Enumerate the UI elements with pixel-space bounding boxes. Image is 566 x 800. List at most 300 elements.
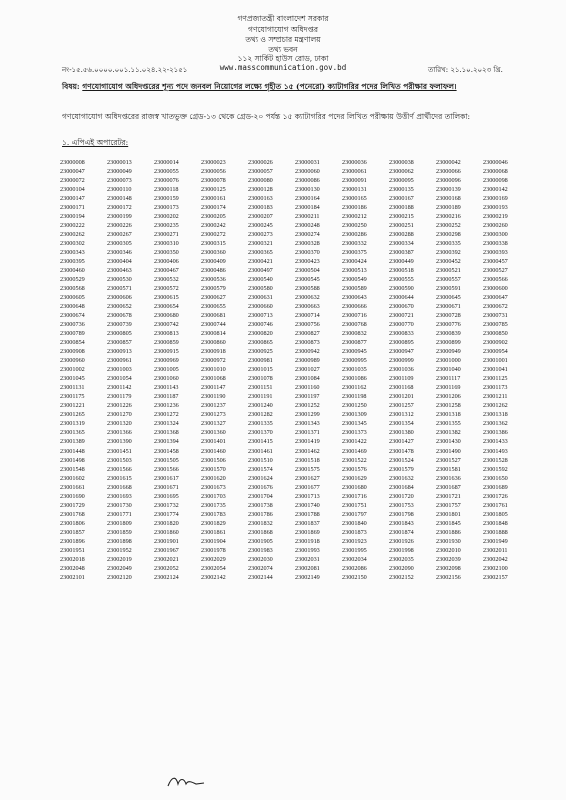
roll-number-cell: 23001084 xyxy=(295,375,320,383)
roll-number-cell: 23000148 xyxy=(107,195,132,203)
roll-number-cell: 23000135 xyxy=(389,186,414,194)
roll-number-cell: 23001060 xyxy=(154,375,179,383)
roll-number-cell: 23001898 xyxy=(107,537,132,545)
table-row xyxy=(60,239,530,248)
roll-number-cell: 23000042 xyxy=(436,159,461,166)
roll-number-cell: 23000540 xyxy=(248,276,273,284)
roll-number-cell: 23001318 xyxy=(436,411,461,419)
roll-number-cell: 23001668 xyxy=(107,483,132,491)
roll-number-cell: 23002018 xyxy=(60,555,85,563)
roll-number-cell: 23000681 xyxy=(201,312,226,320)
roll-number-cell: 23000216 xyxy=(436,213,461,221)
roll-number-cell: 23000125 xyxy=(201,186,226,194)
table-row xyxy=(60,374,530,383)
roll-number-cell: 23001430 xyxy=(436,438,461,446)
roll-number-cell: 23001703 xyxy=(201,492,226,500)
roll-number-cell: 23000062 xyxy=(389,168,414,176)
roll-number-cell: 23001671 xyxy=(154,483,179,491)
roll-number-cell: 23002074 xyxy=(248,564,273,572)
roll-number-cell: 23001505 xyxy=(154,456,179,464)
roll-number-cell: 23001265 xyxy=(60,411,85,419)
table-row xyxy=(60,555,530,564)
roll-number-cell: 23001433 xyxy=(483,438,508,446)
roll-number-cell: 23000056 xyxy=(201,168,226,176)
roll-number-cell: 23001732 xyxy=(154,501,179,509)
table-row xyxy=(60,537,530,546)
roll-number-cell: 23000060 xyxy=(295,168,320,176)
table-row xyxy=(60,230,530,239)
roll-number-cell: 23000949 xyxy=(436,348,461,356)
roll-number-cell: 23000529 xyxy=(60,276,85,284)
roll-number-cell: 23001518 xyxy=(295,456,320,464)
roll-number-cell: 23000591 xyxy=(436,285,461,293)
table-row xyxy=(60,501,530,510)
roll-number-cell: 23000580 xyxy=(248,285,273,293)
roll-number-cell: 23000321 xyxy=(248,240,273,248)
roll-number-cell: 23000365 xyxy=(248,249,273,257)
roll-number-cell: 23001704 xyxy=(248,492,273,500)
table-row xyxy=(60,447,530,456)
roll-number-cell: 23000288 xyxy=(389,231,414,239)
roll-number-cell: 23000999 xyxy=(389,357,414,365)
roll-number-cell: 23000860 xyxy=(201,339,226,347)
roll-number-cell: 23000286 xyxy=(342,231,367,239)
roll-number-cell: 23000251 xyxy=(389,222,414,230)
roll-number-cell: 23001874 xyxy=(389,528,414,536)
roll-number-cell: 23001868 xyxy=(248,528,273,536)
table-row xyxy=(60,329,530,338)
roll-number-cell: 23001169 xyxy=(436,384,461,392)
table-row xyxy=(60,528,530,537)
roll-number-cell: 23001735 xyxy=(201,501,226,509)
roll-number-cell: 23000504 xyxy=(295,267,320,275)
roll-number-cell: 23000449 xyxy=(389,258,414,266)
roll-number-cell: 23001861 xyxy=(201,528,226,536)
roll-number-cell: 23000335 xyxy=(436,240,461,248)
roll-number-cell: 23001768 xyxy=(60,510,85,518)
roll-number-cell: 23000588 xyxy=(295,285,320,293)
table-row xyxy=(60,410,530,419)
roll-number-cell: 23001373 xyxy=(342,429,367,437)
roll-number-cell: 23001236 xyxy=(154,402,179,410)
table-row xyxy=(60,320,530,329)
roll-number-cell: 23000205 xyxy=(201,213,226,221)
roll-number-cell: 23000245 xyxy=(248,222,273,230)
roll-number-cell: 23001602 xyxy=(60,474,85,482)
table-row xyxy=(60,546,530,555)
roll-number-cell: 23000219 xyxy=(483,213,508,221)
roll-number-cell: 23001528 xyxy=(483,456,508,464)
roll-number-cell: 23001680 xyxy=(342,483,367,491)
roll-number-cell: 23001786 xyxy=(248,510,273,518)
govt-name: গণপ্রজাতন্ত্রী বাংলাদেশ সরকার xyxy=(237,14,329,23)
roll-number-cell: 23001319 xyxy=(60,420,85,428)
roll-number-cell: 23000174 xyxy=(201,204,226,212)
roll-number-cell: 23002086 xyxy=(342,564,367,572)
roll-number-cell: 23001273 xyxy=(201,411,226,419)
roll-number-cell: 23000731 xyxy=(483,312,508,320)
roll-number-cell: 23001312 xyxy=(389,411,414,419)
roll-number-cell: 23001173 xyxy=(483,384,508,392)
roll-number-cell: 23001592 xyxy=(483,465,508,473)
roll-number-cell: 23000104 xyxy=(60,186,85,194)
table-row xyxy=(60,158,530,167)
roll-number-cell: 23000334 xyxy=(389,240,414,248)
roll-number-cell: 23001761 xyxy=(483,501,508,509)
roll-number-cell: 23000942 xyxy=(295,348,320,356)
roll-number-cell: 23001695 xyxy=(154,492,179,500)
roll-number-cell: 23000392 xyxy=(436,249,461,257)
roll-number-cell: 23001360 xyxy=(201,429,226,437)
roll-number-cell: 23001983 xyxy=(248,546,273,554)
roll-number-cell: 23001131 xyxy=(60,384,85,392)
roll-number-cell: 23001753 xyxy=(389,501,414,509)
roll-number-cell: 23001684 xyxy=(389,483,414,491)
roll-number-cell: 23000947 xyxy=(389,348,414,356)
roll-number-cell: 23002031 xyxy=(295,555,320,563)
roll-number-cell: 23001448 xyxy=(60,447,85,455)
roll-number-cell: 23000066 xyxy=(436,168,461,176)
roll-number-cell: 23000680 xyxy=(154,312,179,320)
roll-number-cell: 23001687 xyxy=(436,483,461,491)
roll-number-cell: 23001086 xyxy=(342,375,367,383)
roll-number-cell: 23001040 xyxy=(436,366,461,374)
roll-number-cell: 23000606 xyxy=(107,294,132,302)
roll-number-cell: 23000163 xyxy=(248,195,273,203)
roll-number-cell: 23002124 xyxy=(154,573,179,581)
roll-number-cell: 23000300 xyxy=(483,231,508,239)
roll-number-cell: 23000095 xyxy=(389,177,414,185)
table-row xyxy=(60,564,530,573)
roll-number-cell: 23002042 xyxy=(483,555,508,563)
roll-number-cell: 23000298 xyxy=(436,231,461,239)
roll-number-cell: 23001362 xyxy=(483,420,508,428)
roll-number-cell: 23000078 xyxy=(201,177,226,185)
roll-number-cell: 23000452 xyxy=(436,258,461,266)
roll-number-cell: 23000165 xyxy=(342,195,367,203)
roll-number-cell: 23000632 xyxy=(295,294,320,302)
roll-number-cell: 23000513 xyxy=(342,267,367,275)
roll-number-cell: 23001478 xyxy=(389,447,414,455)
roll-number-cell: 23000925 xyxy=(248,348,273,356)
roll-number-cell: 23000332 xyxy=(342,240,367,248)
roll-number-cell: 23001415 xyxy=(248,438,273,446)
roll-number-cell: 23000274 xyxy=(295,231,320,239)
roll-number-cell: 23000096 xyxy=(436,177,461,185)
roll-number-cell: 23000663 xyxy=(295,303,320,311)
roll-number-cell: 23001027 xyxy=(295,366,320,374)
department-name: গণযোগাযোগ অধিদপ্তর xyxy=(248,25,318,34)
roll-number-cell: 23000250 xyxy=(342,222,367,230)
roll-number-cell: 23001740 xyxy=(295,501,320,509)
roll-number-cell: 23001751 xyxy=(342,501,367,509)
roll-number-cell: 23001886 xyxy=(436,528,461,536)
roll-number-cell: 23000566 xyxy=(483,276,508,284)
roll-number-cell: 23001458 xyxy=(154,447,179,455)
table-row xyxy=(60,428,530,437)
table-row xyxy=(60,573,530,582)
roll-number-cell: 23000302 xyxy=(60,240,85,248)
roll-number-cell: 23000168 xyxy=(436,195,461,203)
roll-number-cell: 23000895 xyxy=(389,339,414,347)
roll-number-cell: 23001522 xyxy=(342,456,367,464)
roll-number-cell: 23000648 xyxy=(60,303,85,311)
roll-number-cell: 23000839 xyxy=(436,330,461,338)
roll-number-cell: 23001576 xyxy=(342,465,367,473)
table-row xyxy=(60,266,530,275)
roll-number-cell: 23001041 xyxy=(483,366,508,374)
roll-number-cell: 23001054 xyxy=(107,375,132,383)
roll-number-cell: 23000164 xyxy=(295,195,320,203)
roll-number-cell: 23001726 xyxy=(483,492,508,500)
roll-number-cell: 23000647 xyxy=(483,294,508,302)
roll-number-cell: 23000036 xyxy=(342,159,367,166)
roll-number-cell: 23001677 xyxy=(295,483,320,491)
roll-number-cell: 23001335 xyxy=(248,420,273,428)
roll-number-cell: 23001617 xyxy=(154,474,179,482)
roll-number-cell: 23001117 xyxy=(436,375,461,383)
roll-number-cell: 23000207 xyxy=(248,213,273,221)
roll-number-cell: 23000350 xyxy=(154,249,179,257)
roll-number-cell: 23001187 xyxy=(154,393,179,401)
roll-number-cell: 23000652 xyxy=(107,303,132,311)
table-row xyxy=(60,311,530,320)
roll-number-cell: 23001226 xyxy=(107,402,132,410)
roll-number-cell: 23000031 xyxy=(295,159,320,166)
roll-number-cell: 23000671 xyxy=(436,303,461,311)
roll-number-cell: 23000756 xyxy=(295,321,320,329)
roll-number-cell: 23000557 xyxy=(436,276,461,284)
roll-number-cell: 23000189 xyxy=(436,204,461,212)
table-row xyxy=(60,383,530,392)
roll-number-cell: 23000728 xyxy=(436,312,461,320)
table-row xyxy=(60,401,530,410)
roll-number-cell: 23000118 xyxy=(154,186,179,194)
roll-number-cell: 23001918 xyxy=(295,537,320,545)
roll-number-cell: 23001143 xyxy=(154,384,179,392)
roll-number-cell: 23000850 xyxy=(483,330,508,338)
roll-number-cell: 23001168 xyxy=(389,384,414,392)
building-name: তথ্য ভবন xyxy=(268,45,298,54)
roll-number-cell: 23001211 xyxy=(483,393,508,401)
roll-number-cell: 23001270 xyxy=(107,411,132,419)
section-title: ১. এপিএই অপারেটর: xyxy=(62,138,129,147)
table-row xyxy=(60,519,530,528)
roll-number-cell: 23000768 xyxy=(342,321,367,329)
table-row xyxy=(60,419,530,428)
roll-number-cell: 23000571 xyxy=(107,285,132,293)
roll-number-cell: 23001506 xyxy=(201,456,226,464)
roll-number-cell: 23000549 xyxy=(342,276,367,284)
roll-number-cell: 23002149 xyxy=(295,573,320,581)
roll-number-cell: 23001045 xyxy=(60,375,85,383)
roll-number-cell: 23001873 xyxy=(342,528,367,536)
roll-number-cell: 23000421 xyxy=(248,258,273,266)
table-row xyxy=(60,510,530,519)
roll-number-cell: 23001661 xyxy=(60,483,85,491)
roll-number-cell: 23001952 xyxy=(107,546,132,554)
roll-number-cell: 23000194 xyxy=(60,213,85,221)
roll-number-cell: 23000161 xyxy=(201,195,226,203)
roll-number-cell: 23001805 xyxy=(483,510,508,518)
table-row xyxy=(60,167,530,176)
roll-number-cell: 23000744 xyxy=(201,321,226,329)
roll-number-table xyxy=(60,158,530,582)
roll-number-cell: 23000457 xyxy=(483,258,508,266)
roll-number-cell: 23001382 xyxy=(436,429,461,437)
roll-number-cell: 23001197 xyxy=(295,393,320,401)
roll-number-cell: 23000211 xyxy=(295,213,320,221)
website-link[interactable]: www.masscommunication.gov.bd xyxy=(219,63,347,72)
roll-number-cell: 23000631 xyxy=(248,294,273,302)
table-row xyxy=(60,293,530,302)
roll-number-cell: 23002090 xyxy=(389,564,414,572)
roll-number-cell: 23000098 xyxy=(483,177,508,185)
roll-number-cell: 23001581 xyxy=(436,465,461,473)
roll-number-cell: 23002098 xyxy=(436,564,461,572)
roll-number-cell: 23000785 xyxy=(483,321,508,329)
roll-number-cell: 23001527 xyxy=(436,456,461,464)
roll-number-cell: 23000026 xyxy=(248,159,273,166)
roll-number-cell: 23001888 xyxy=(483,528,508,536)
roll-number-cell: 23001843 xyxy=(389,519,414,527)
roll-number-cell: 23000832 xyxy=(342,330,367,338)
roll-number-cell: 23002100 xyxy=(483,564,508,572)
roll-number-cell: 23001566 xyxy=(154,465,179,473)
roll-number-cell: 23001462 xyxy=(295,447,320,455)
roll-number-cell: 23000568 xyxy=(60,285,85,293)
roll-number-cell: 23001125 xyxy=(483,375,508,383)
roll-number-cell: 23000833 xyxy=(389,330,414,338)
roll-number-cell: 23000805 xyxy=(107,330,132,338)
roll-number-cell: 23001401 xyxy=(201,438,226,446)
roll-number-cell: 23002052 xyxy=(154,564,179,572)
roll-number-cell: 23001860 xyxy=(154,528,179,536)
roll-number-cell: 23000945 xyxy=(342,348,367,356)
table-row xyxy=(60,248,530,257)
roll-number-cell: 23002048 xyxy=(60,564,85,572)
table-row xyxy=(60,356,530,365)
roll-number-cell: 23000497 xyxy=(248,267,273,275)
roll-number-cell: 23001371 xyxy=(295,429,320,437)
roll-number-cell: 23000199 xyxy=(107,213,132,221)
roll-number-cell: 23001493 xyxy=(483,447,508,455)
roll-number-cell: 23000770 xyxy=(389,321,414,329)
roll-number-cell: 23001272 xyxy=(154,411,179,419)
roll-number-cell: 23001629 xyxy=(342,474,367,482)
roll-number-cell: 23001460 xyxy=(201,447,226,455)
roll-number-cell: 23000073 xyxy=(107,177,132,185)
roll-number-cell: 23000530 xyxy=(107,276,132,284)
roll-number-cell: 23000654 xyxy=(154,303,179,311)
roll-number-cell: 23000110 xyxy=(107,186,132,194)
table-row xyxy=(60,437,530,446)
roll-number-cell: 23001389 xyxy=(60,438,85,446)
table-row xyxy=(60,176,530,185)
roll-number-cell: 23000184 xyxy=(295,204,320,212)
table-row xyxy=(60,212,530,221)
roll-number-cell: 23000193 xyxy=(483,204,508,212)
roll-number-cell: 23000463 xyxy=(107,267,132,275)
roll-number-cell: 23001309 xyxy=(342,411,367,419)
roll-number-cell: 23000370 xyxy=(295,249,320,257)
table-row xyxy=(60,203,530,212)
roll-number-cell: 23001221 xyxy=(60,402,85,410)
roll-number-cell: 23000989 xyxy=(295,357,320,365)
roll-number-cell: 23002029 xyxy=(201,555,226,563)
signature-icon xyxy=(166,772,206,790)
roll-number-cell: 23000183 xyxy=(248,204,273,212)
roll-number-cell: 23002101 xyxy=(60,573,85,581)
address: ১১২ সার্কিট হাউস রোড, ঢাকা xyxy=(237,54,329,63)
roll-number-cell: 23000072 xyxy=(60,177,85,185)
roll-number-cell: 23000091 xyxy=(342,177,367,185)
roll-number-cell: 23000172 xyxy=(107,204,132,212)
roll-number-cell: 23000131 xyxy=(342,186,367,194)
roll-number-cell: 23001693 xyxy=(107,492,132,500)
roll-number-cell: 23000961 xyxy=(107,357,132,365)
roll-number-cell: 23001327 xyxy=(201,420,226,428)
subject-label: বিষয়: xyxy=(62,82,80,91)
roll-number-cell: 23001738 xyxy=(248,501,273,509)
roll-number-cell: 23000981 xyxy=(248,357,273,365)
roll-number-cell: 23000343 xyxy=(60,249,85,257)
roll-number-cell: 23000789 xyxy=(60,330,85,338)
roll-number-cell: 23001206 xyxy=(436,393,461,401)
roll-number-cell: 23000014 xyxy=(154,159,179,166)
roll-number-cell: 23000409 xyxy=(201,258,226,266)
roll-number-cell: 23001713 xyxy=(295,492,320,500)
roll-number-cell: 23001175 xyxy=(60,393,85,401)
roll-number-cell: 23001365 xyxy=(60,429,85,437)
roll-number-cell: 23001109 xyxy=(389,375,414,383)
roll-number-cell: 23000814 xyxy=(201,330,226,338)
roll-number-cell: 23000212 xyxy=(342,213,367,221)
roll-number-cell: 23001721 xyxy=(436,492,461,500)
roll-number-cell: 23000202 xyxy=(154,213,179,221)
roll-number-cell: 23000360 xyxy=(201,249,226,257)
roll-number-cell: 23000248 xyxy=(295,222,320,230)
roll-number-cell: 23001729 xyxy=(60,501,85,509)
roll-number-cell: 23001774 xyxy=(154,510,179,518)
roll-number-cell: 23000736 xyxy=(60,321,85,329)
roll-number-cell: 23001318 xyxy=(483,411,508,419)
roll-number-cell: 23000854 xyxy=(60,339,85,347)
intro-paragraph: গণযোগাযোগ অধিদপ্তরের রাজস্ব খাতভুক্ত গ্রেড-১৩ থেকে গ্রেড-২০ পর্যন্ত ১৫ ক্যাটাগরির পদের লিখিত পরীক্ষায় উত্তীর্ণ প্রার্থীদের তালিকা: xyxy=(62,112,471,121)
roll-number-cell: 23001262 xyxy=(483,402,508,410)
roll-number-cell: 23001716 xyxy=(342,492,367,500)
roll-number-cell: 23001857 xyxy=(60,528,85,536)
roll-number-cell: 23000142 xyxy=(483,186,508,194)
roll-number-cell: 23000776 xyxy=(436,321,461,329)
roll-number-cell: 23000273 xyxy=(248,231,273,239)
roll-number-cell: 23000128 xyxy=(248,186,273,194)
table-row xyxy=(60,456,530,465)
roll-number-cell: 23000272 xyxy=(201,231,226,239)
roll-number-cell: 23000739 xyxy=(107,321,132,329)
roll-number-cell: 23001524 xyxy=(389,456,414,464)
roll-number-cell: 23002144 xyxy=(248,573,273,581)
roll-number-cell: 23000643 xyxy=(342,294,367,302)
roll-number-cell: 23001951 xyxy=(60,546,85,554)
roll-number-cell: 23000235 xyxy=(154,222,179,230)
roll-number-cell: 23000954 xyxy=(483,348,508,356)
table-row xyxy=(60,302,530,311)
roll-number-cell: 23001627 xyxy=(295,474,320,482)
roll-number-cell: 23000315 xyxy=(201,240,226,248)
roll-number-cell: 23001995 xyxy=(342,546,367,554)
roll-number-cell: 23001859 xyxy=(107,528,132,536)
